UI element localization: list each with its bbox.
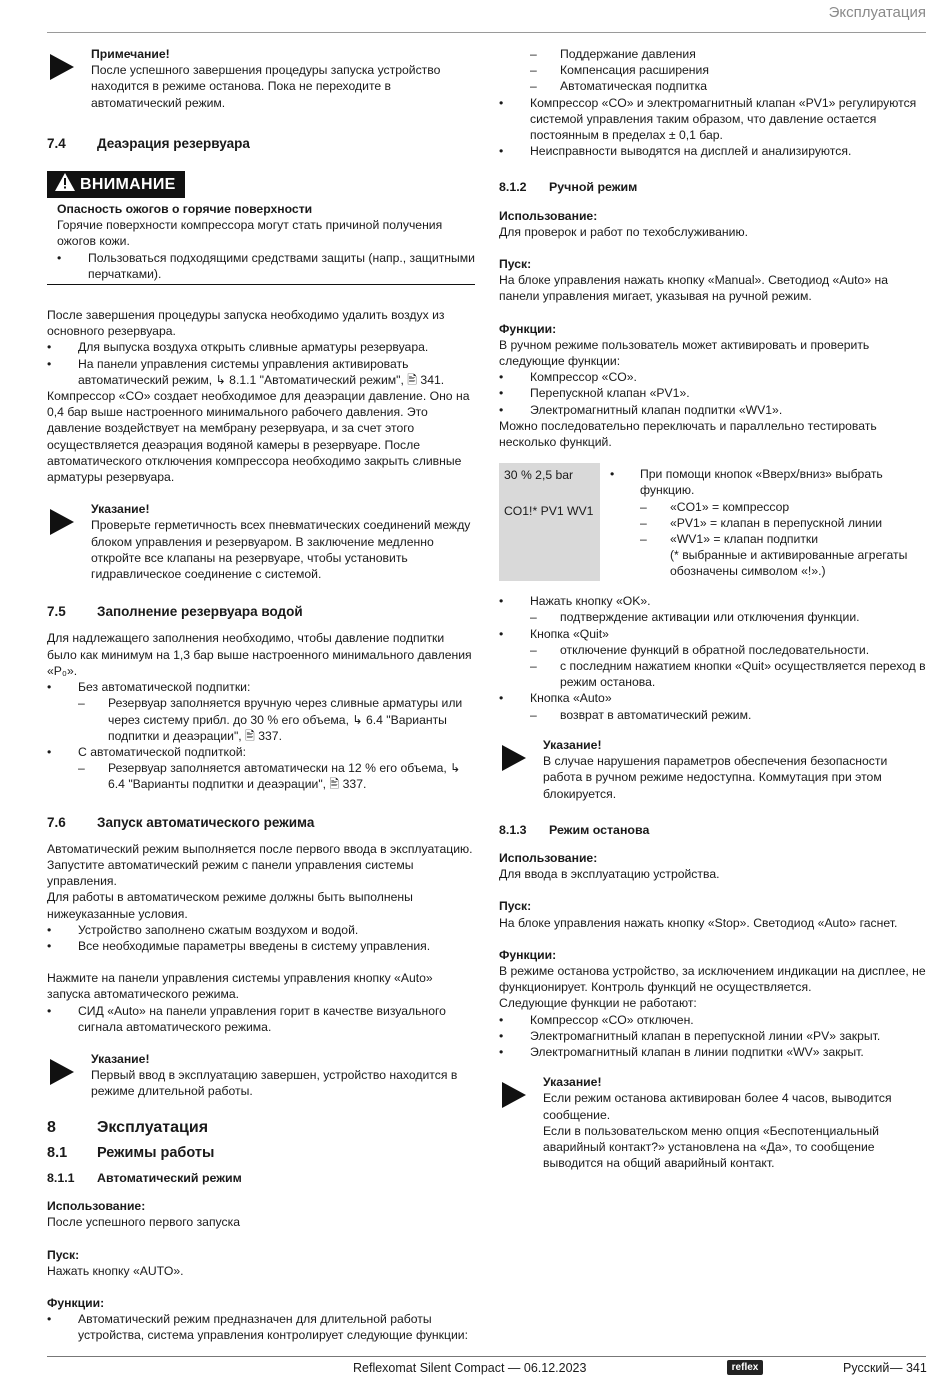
subsection-heading: 8.1.1 Автоматический режим [47, 1170, 242, 1185]
auto-start-body [47, 841, 475, 1035]
left-column [47, 46, 475, 1344]
list-item: • Неисправности выводятся на дисплей и анализируются. [499, 144, 852, 159]
sub-list-item: – Поддержание давления [530, 47, 696, 61]
list-item: • Электромагнитный клапан в линии подпитки «WV» закрыт. [499, 1044, 864, 1059]
display-line: CO1!* PV1 WV1 [504, 504, 594, 519]
paragraph: Нажать кнопку «AUTO». [47, 1263, 184, 1278]
display-line: 30 % 2,5 bar [504, 468, 574, 483]
paragraph: В ручном режиме пользователь может активировать и проверить следующие функции: [499, 337, 870, 369]
note-label: Примечание! [91, 47, 170, 61]
label: Функции: [499, 321, 557, 336]
sub-list-item: – возврат в автоматический режим. [530, 707, 752, 722]
note-text: После успешного завершения процедуры запуска устройство находится в режиме останова. Пока не переходите в автоматический режим. [91, 63, 441, 110]
warning-bullet: • Пользоваться подходящими средствами защиты (напр., защитными перчатками). [57, 250, 475, 281]
note-block [499, 737, 927, 802]
label: Функции: [499, 947, 557, 962]
paragraph: Для работы в автоматическом режиме должны быть выполнены нижеуказанные условия. [47, 890, 413, 921]
auto-mode-body [47, 1198, 475, 1343]
list-item: • Перепускной клапан «PV1». [499, 386, 690, 401]
warning-text: Горячие поверхности компрессора могут стать причиной получения ожогов кожи. [57, 218, 443, 249]
label: Использование: [47, 1199, 146, 1214]
paragraph: Для ввода в эксплуатацию устройства. [499, 867, 720, 882]
sub-list-item: – отключение функций в обратной последовательности. [530, 642, 870, 657]
paragraph: Компрессор «CO» создает необходимое для деаэрации давление. Оно на 0,4 бар выше настроенного минимального рабочего давления. Это давление воздействует на мембрану резервуара, и за счет этого осуществляется деаэрация водяной камеры в резервуаре. После автоматического отключения компрессора необходимо закрыть сливные арматуры резервуара. [47, 389, 470, 485]
section-heading: 7.4 Деаэрация резервуара [47, 135, 250, 151]
note-arrow-icon [50, 509, 74, 535]
note-arrow-icon [502, 1082, 526, 1108]
note-label: Указание! [543, 737, 602, 752]
filling-body [47, 630, 475, 792]
section-heading: 7.5 Заполнение резервуара водой [47, 604, 303, 620]
label: Пуск: [499, 257, 532, 272]
right-column [499, 46, 927, 1171]
header-rule [47, 32, 926, 33]
list-item: • Компрессор «CO». [499, 370, 637, 385]
paragraph: В режиме останова устройство, за исключением индикации на дисплее, не функционирует. Контроль функций не осуществляется. [499, 963, 926, 995]
note-text: Первый ввод в эксплуатацию завершен, устройство находится в режиме длительной работы. [91, 1068, 458, 1099]
footer-document-title: Reflexomat Silent Compact — 06.12.2023 [353, 1361, 587, 1375]
sub-list-item: – Компенсация расширения [530, 63, 709, 78]
sub-list-item: – подтверждение активации или отключения функции. [530, 610, 860, 625]
sub-list-item: – «PV1» = клапан в перепускной линии [640, 515, 883, 530]
warning-badge: ВНИМАНИЕ [47, 171, 185, 198]
list-item: • При помощи кнопок «Вверх/вниз» выбрать функцию. [610, 467, 883, 498]
subsection-heading: 8.1.2 Ручной режим [499, 180, 638, 195]
list-item: • Устройство заполнено сжатым воздухом и водой. [47, 922, 359, 937]
stop-mode-body [499, 850, 927, 1060]
note-arrow-icon [50, 54, 74, 80]
footer-rule [47, 1356, 926, 1357]
list-item: • Компрессор «CO» отключен. [499, 1012, 694, 1027]
display-screen [499, 463, 600, 581]
note-arrow-icon [50, 1059, 74, 1085]
chapter-heading: 8 Эксплуатация [47, 1118, 209, 1136]
display-instructions [600, 463, 927, 581]
label: Использование: [499, 208, 598, 223]
page-number: — 341 [890, 1361, 927, 1375]
note-block [47, 1051, 475, 1100]
note-label: Указание! [543, 1075, 602, 1090]
footer-language: Русский [843, 1361, 890, 1375]
paragraph: Для надлежащего заполнения необходимо, чтобы давление подпитки было как минимум на 1,3 бар выше настроенного минимального давления «P₀». [47, 631, 472, 678]
warning-triangle-icon [55, 173, 75, 191]
warning-heading: Опасность ожогов о горячие поверхности [57, 202, 313, 217]
list-item: • Все необходимые параметры введены в систему управления. [47, 938, 431, 953]
note-label: Указание! [91, 502, 150, 517]
manual-mode-body [499, 208, 927, 451]
list-item: • На панели управления системы управления активировать автоматический режим, ↳ 8.1.1 "Автоматический режим", 🖹 341. [47, 356, 445, 387]
subsection-heading: 8.1.3 Режим останова [499, 822, 650, 837]
label: Пуск: [499, 899, 532, 914]
sub-list-item: – Автоматическая подпитка [530, 79, 708, 94]
deaeration-body [47, 307, 475, 485]
list-item: • Для выпуска воздуха открыть сливные арматуры резервуара. [47, 340, 429, 355]
list-item: • Кнопка «Auto» [499, 691, 612, 706]
sub-list-item: – Резервуар заполняется автоматически на 12 % его объема, ↳ 6.4 "Варианты подпитки и деаэрации", 🖹 337. [78, 761, 461, 792]
page-header-title: Эксплуатация [828, 4, 926, 21]
note-text: Если режим останова активирован более 4 часов, выводится сообщение. [543, 1091, 892, 1122]
section-heading: 8.1 Режимы работы [47, 1144, 215, 1161]
note-text: Если в пользовательском меню опция «Беспотенциальный аварийный контакт?» установлена на «Да», то сообщение выводится на общий аварийный контакт. [543, 1123, 879, 1171]
note-block [47, 501, 475, 582]
list-item: • Нажать кнопку «OK». [499, 594, 651, 609]
sub-list-item: – с последним нажатием кнопки «Quit» осуществляется переход в режим останова. [530, 659, 926, 690]
paragraph: После успешного первого запуска [47, 1215, 240, 1230]
sub-list-item: – Резервуар заполняется вручную через сливные арматуры или через систему прибл. до 30 % его объема, ↳ 6.4 "Варианты подпитки и деаэрации", 🖹 337. [78, 696, 463, 743]
label: Функции: [47, 1295, 105, 1310]
buttons-list [499, 593, 927, 723]
label: Пуск: [47, 1247, 80, 1262]
section-heading: 7.6 Запуск автоматического режима [47, 814, 315, 830]
list-item: • Кнопка «Quit» [499, 626, 609, 641]
paragraph: После завершения процедуры запуска необходимо удалить воздух из основного резервуара. [47, 308, 445, 339]
paragraph: Нажмите на панели управления системы управления кнопку «Auto» запуска автоматического режима. [47, 971, 433, 1002]
note-text: Проверьте герметичность всех пневматических соединений между блоком управления и резервуаром. В заключение медленно откройте все клапаны на резервуаре, чтобы установить гидравлическое соединение с системой. [91, 518, 471, 582]
note-text: В случае нарушения параметров обеспечения безопасности работа в ручном режиме недоступна. Коммутация при этом блокируется. [543, 754, 888, 801]
warning-block [47, 171, 475, 285]
list-item: • С автоматической подпиткой: [47, 744, 246, 759]
paragraph: На блоке управления нажать кнопку «Manual». Светодиод «Auto» на панели управления мигает, указывая на ручной режим. [499, 273, 889, 304]
note-block [499, 1074, 927, 1171]
sub-list-item: – «WV1» = клапан подпитки [640, 532, 819, 547]
list-item: • Электромагнитный клапан в перепускной линии «PV» закрыт. [499, 1028, 881, 1043]
list-item: • Электромагнитный клапан подпитки «WV1». [499, 402, 783, 417]
sub-list-note: (* выбранные и активированные агрегаты обозначены символом «!».) [670, 548, 908, 579]
note-arrow-icon [502, 745, 526, 771]
list-item: • СИД «Auto» на панели управления горит в качестве визуального сигнала автоматического режима. [47, 1003, 446, 1034]
paragraph: Можно последовательно переключать и параллельно тестировать несколько функций. [499, 418, 877, 450]
label: Использование: [499, 850, 598, 865]
note-block [47, 46, 475, 111]
paragraph: Для проверок и работ по техобслуживанию. [499, 224, 748, 239]
paragraph: Автоматический режим выполняется после первого ввода в эксплуатацию. Запустите автоматический режим с панели управления системы управления. [47, 841, 473, 889]
list-item: • Компрессор «CO» и электромагнитный клапан «PV1» регулируются системой управления таким образом, что давление остается постоянным в пределах ± 0,1 бар. [499, 95, 917, 143]
display-panel [499, 463, 927, 581]
sub-list-item: – «CO1» = компрессор [640, 499, 790, 514]
paragraph: Следующие функции не работают: [499, 996, 697, 1011]
brand-logo: reflex [727, 1360, 763, 1375]
paragraph: На блоке управления нажать кнопку «Stop». Светодиод «Auto» гаснет. [499, 915, 898, 930]
list-item: • Без автоматической подпитки: [47, 680, 251, 695]
note-label: Указание! [91, 1051, 150, 1066]
list-item: • Автоматический режим предназначен для длительной работы устройства, система управления контролирует следующие функции: [47, 1312, 468, 1343]
